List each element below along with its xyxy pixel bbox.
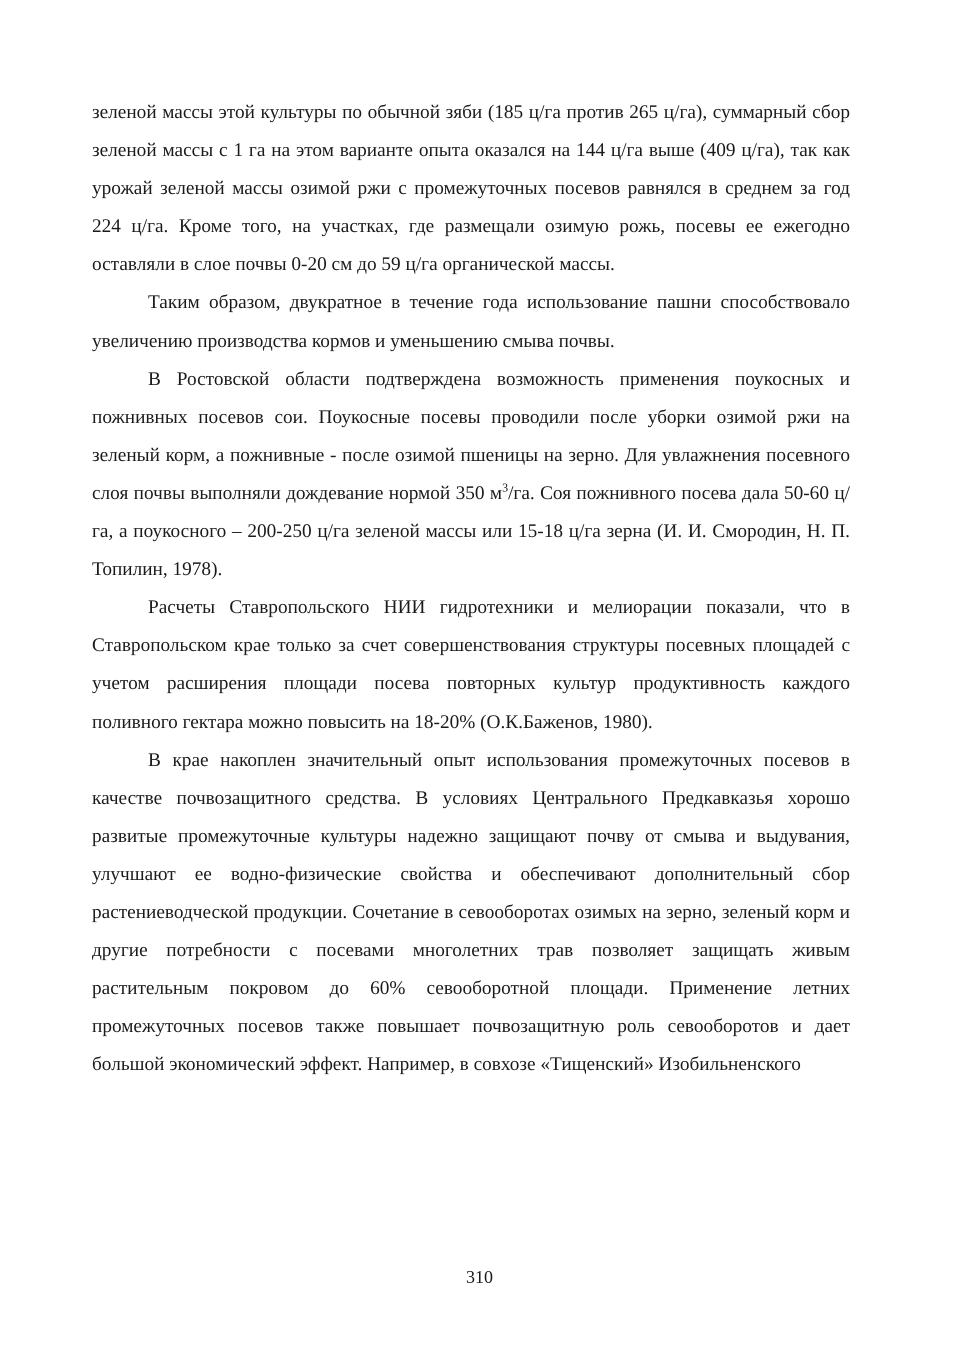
- paragraph-1: зеленой массы этой культуры по обычной зяби (185 ц/га против 265 ц/га), суммарный сбор зеленой массы с 1 га на этом варианте опыта оказался на 144 ц/га выше (409 ц/га), так как урожай зеленой массы озимой ржи с промежуточных посевов равнялся в среднем за год 224 ц/га. Кроме того, на участках, где размещали озимую рожь, посевы ее ежегодно оставляли в слое почвы 0-20 см до 59 ц/га органической массы.: [92, 102, 850, 276]
- page-number: 310: [466, 1267, 493, 1287]
- paragraph-3: [92, 361, 850, 590]
- paragraph-4: Расчеты Ставропольского НИИ гидротехники и мелиорации показали, что в Ставропольском крае только за счет совершенствования структуры посевных площадей с учетом расширения площади посева повторных культур продуктивность каждого поливного гектара можно повысить на 18-20% (О.К.Баженов, 1980).: [92, 597, 850, 733]
- paragraph-3-text-before-superscript: В Ростовской области подтверждена возможность применения поукосных и пожнивных посевов сои. Поукосные посевы проводили после уборки озимой ржи на зеленый корм, а пожнивные - после озимой пшеницы на зерно. Для увлажнения посевного слоя почвы выполняли дождевание нормой 350 м: [92, 368, 850, 504]
- body-text: [92, 94, 850, 1084]
- cubic-superscript: 3: [502, 480, 509, 495]
- paragraph-5: В крае накоплен значительный опыт использования промежуточных посевов в качестве почвозащитного средства. В условиях Центрального Предкавказья хорошо развитые промежуточные культуры надежно защищают почву от смыва и выдувания, улучшают ее водно-физические свойства и обеспечивают дополнительный сбор растениеводческой продукции. Сочетание в севооборотах озимых на зерно, зеленый корм и другие потребности с посевами многолетних трав позволяет защищать живым растительным покровом до 60% севооборотной площади. Применение летних промежуточных посевов также повышает почвозащитную роль севооборотов и дает большой экономический эффект. Например, в совхозе «Тищенский» Изобильненского: [92, 749, 850, 1076]
- paragraph-3-text-after-superscript: /га. Соя пожнивного посева дала 50-60 ц/га, а поукосного – 200-250 ц/га зеленой массы или 15-18 ц/га зерна (И. И. Смородин, Н. П. Топилин, 1978).: [92, 482, 851, 581]
- paragraph-2: Таким образом, двукратное в течение года использование пашни способствовало увеличению производства кормов и уменьшению смыва почвы.: [92, 292, 850, 352]
